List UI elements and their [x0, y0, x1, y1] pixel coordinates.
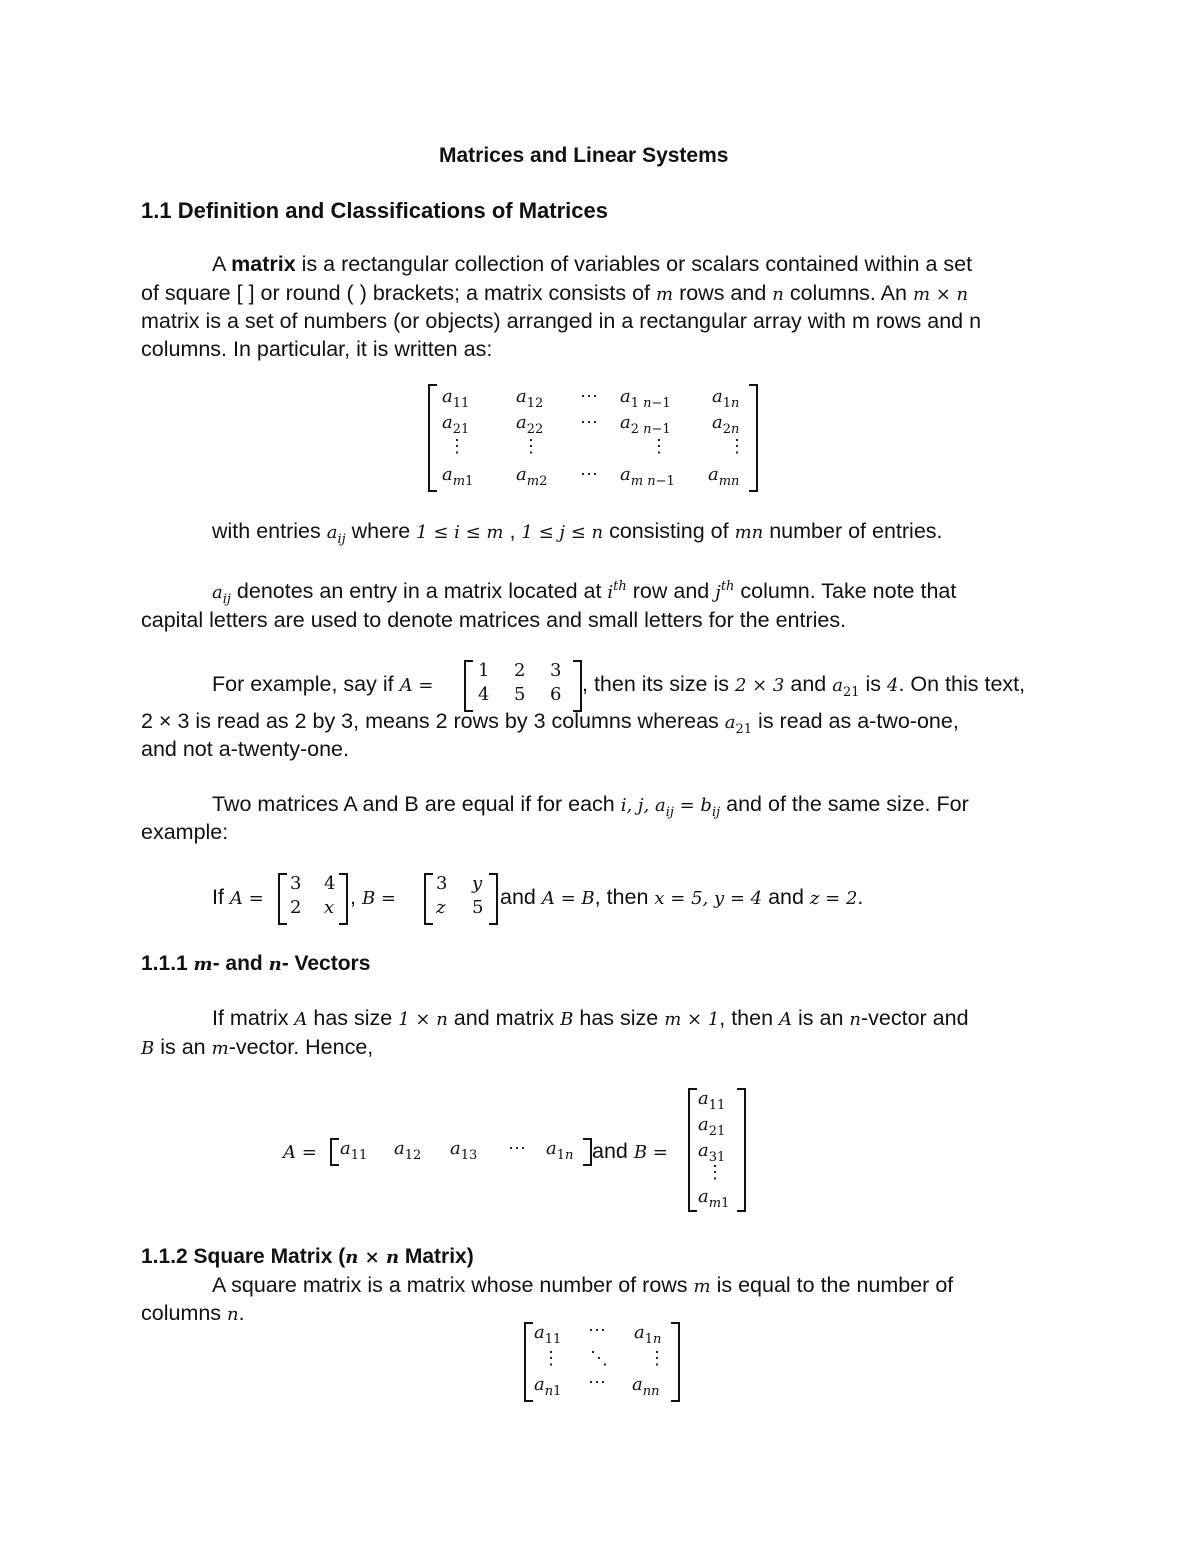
column-vector-B [688, 1088, 746, 1212]
matrix-cell: $a_{11}$ [442, 386, 470, 411]
matrix-cell: $a_{m n-1}$ [620, 464, 675, 489]
matrix-cell: ⋮ [648, 1348, 666, 1369]
matrix-cell: $a_{13}$ [450, 1138, 478, 1163]
matrix-cell: y [472, 873, 483, 894]
matrix-cell: ⋮ [650, 436, 668, 457]
matrix-cell: ⋯ [580, 386, 598, 407]
matrix-cell: 5 [514, 684, 526, 705]
matrix-cell: ⋯ [580, 412, 598, 433]
matrix-cell: $a_{21}$ [442, 412, 470, 437]
left-bracket [464, 660, 473, 712]
matrix-cell: ⋯ [588, 1320, 606, 1341]
example-matrix-B [424, 873, 498, 925]
matrix-cell: $a_{11}$ [698, 1088, 726, 1113]
matrix-cell: $a_2$ $_{n-1}$ [620, 412, 671, 437]
matrix-cell: $a_{1n}$ [634, 1322, 662, 1347]
left-bracket [688, 1088, 697, 1212]
square-matrix [524, 1322, 680, 1402]
matrix-cell: $a_{nn}$ [632, 1374, 660, 1399]
matrix-cell: $a_{mn}$ [708, 464, 740, 489]
matrix-cell: $a_{11}$ [340, 1138, 368, 1163]
matrix-cell: 3 [290, 873, 302, 894]
paragraph-3-line-2: capital letters are used to denote matrices and small letters for the entries. [141, 608, 847, 632]
matrix-cell: ⋮ [448, 436, 466, 457]
matrix-cell: 4 [478, 684, 490, 705]
matrix-cell: ⋯ [508, 1138, 526, 1159]
matrix-cell: ⋯ [588, 1372, 606, 1393]
right-bracket [583, 1138, 592, 1166]
vectors-connector: and B = [592, 1139, 668, 1163]
right-bracket [749, 384, 758, 492]
row-vector-A [330, 1134, 592, 1168]
paragraph-5-line-2: example: [141, 820, 229, 844]
right-bracket [339, 873, 348, 925]
matrix-cell: $a_{21}$ [698, 1114, 726, 1139]
matrix-cell: 6 [550, 684, 562, 705]
matrix-cell: $a_{1n}$ [712, 386, 740, 411]
left-bracket [424, 873, 433, 925]
matrix-cell: ⋮ [522, 436, 540, 457]
matrix-cell: ⋮ [706, 1162, 724, 1183]
paragraph-1-line-4: columns. In particular, it is written as: [141, 337, 493, 361]
matrix-cell: x [324, 897, 335, 918]
matrix-cell: 1 [478, 660, 490, 681]
paragraph-4-line-2: 2 × 3 is read as 2 by 3, means 2 rows by 3 columns whereas $a_{21}$ is read as a-two-one, [141, 709, 959, 737]
matrix-cell: $a_{12}$ [394, 1138, 422, 1163]
matrix-cell: $a_{m1}$ [698, 1186, 730, 1211]
paragraph-4-line-1-b: , then its size is 2 × 3 and $a_{21}$ is 4. On this text, [582, 672, 1026, 700]
matrix-cell: 3 [436, 873, 448, 894]
section-heading-1-1: 1.1 Definition and Classifications of Matrices [141, 198, 608, 223]
matrix-cell: $a_{22}$ [516, 412, 544, 437]
paragraph-8-line-2: columns n. [141, 1301, 245, 1325]
matrix-cell: $a_{12}$ [516, 386, 544, 411]
matrix-cell: $a_{m1}$ [442, 464, 474, 489]
matrix-cell: 2 [290, 897, 302, 918]
paragraph-4-line-1-a: For example, say if A = [212, 672, 434, 696]
matrix-cell: ⋱ [590, 1348, 608, 1369]
example-matrix-A [464, 660, 582, 712]
paragraph-8-line-1: A square matrix is a matrix whose number of rows m is equal to the number of [212, 1273, 954, 1297]
general-matrix [428, 384, 758, 492]
paragraph-1-line-1: A matrix is a rectangular collection of variables or scalars contained within a set [212, 252, 973, 276]
right-bracket [489, 873, 498, 925]
paragraph-1-line-2: of square [ ] or round ( ) brackets; a matrix consists of m rows and n columns. An m × n [141, 281, 969, 305]
right-bracket [737, 1088, 746, 1212]
section-heading-1-1-1: 1.1.1 m- and n- Vectors [141, 952, 371, 975]
matrix-cell: 2 [514, 660, 526, 681]
paragraph-2: with entries $a_{ij}$ where 1 ≤ i ≤ m , 1 ≤ j ≤ n consisting of mn number of entries. [212, 519, 943, 547]
left-bracket [524, 1322, 533, 1402]
paragraph-1-line-3: matrix is a set of numbers (or objects) arranged in a rectangular array with m rows and n [141, 309, 982, 333]
matrix-cell: z [436, 897, 446, 918]
left-bracket [330, 1138, 339, 1166]
matrix-cell: 4 [324, 873, 336, 894]
paragraph-6-c: and A = B, then x = 5, y = 4 and z = 2. [500, 885, 864, 909]
matrix-cell: ⋮ [728, 436, 746, 457]
paragraph-6-b: , B = [350, 885, 396, 909]
matrix-cell: 5 [472, 897, 484, 918]
left-bracket [428, 384, 437, 492]
left-bracket [278, 873, 287, 925]
matrix-cell: $a_{1n}$ [546, 1138, 574, 1163]
matrix-cell: ⋯ [580, 464, 598, 485]
paragraph-3-line-1: $a_{ij}$ denotes an entry in a matrix located at $i^{th}$ row and $j^{th}$ column. Take note that [212, 579, 957, 607]
section-heading-1-1-2: 1.1.2 Square Matrix (n × n Matrix) [141, 1245, 474, 1268]
right-bracket [671, 1322, 680, 1402]
matrix-cell: $a_1$ $_{n-1}$ [620, 386, 671, 411]
matrix-cell: 3 [550, 660, 562, 681]
row-vector-label: A = [283, 1142, 317, 1163]
matrix-cell: $a_{31}$ [698, 1140, 726, 1165]
matrix-cell: $a_{n1}$ [534, 1374, 562, 1399]
paragraph-5-line-1: Two matrices A and B are equal if for each i, j, $a_{ij} = b_{ij}$ and of the same size. For [212, 792, 969, 820]
paragraph-6-a: If A = [212, 885, 264, 909]
paragraph-7-line-1: If matrix A has size 1 × n and matrix B has size m × 1, then A is an n-vector and [212, 1006, 969, 1030]
matrix-cell: ⋮ [542, 1348, 560, 1369]
matrix-cell: $a_{2n}$ [712, 412, 740, 437]
matrix-cell: $a_{11}$ [534, 1322, 562, 1347]
paragraph-4-line-3: and not a-twenty-one. [141, 737, 349, 761]
matrix-cell: $a_{m2}$ [516, 464, 548, 489]
page-title: Matrices and Linear Systems [439, 144, 729, 167]
right-bracket [573, 660, 582, 712]
paragraph-7-line-2: B is an m-vector. Hence, [141, 1035, 374, 1059]
example-matrix-A2 [278, 873, 348, 925]
